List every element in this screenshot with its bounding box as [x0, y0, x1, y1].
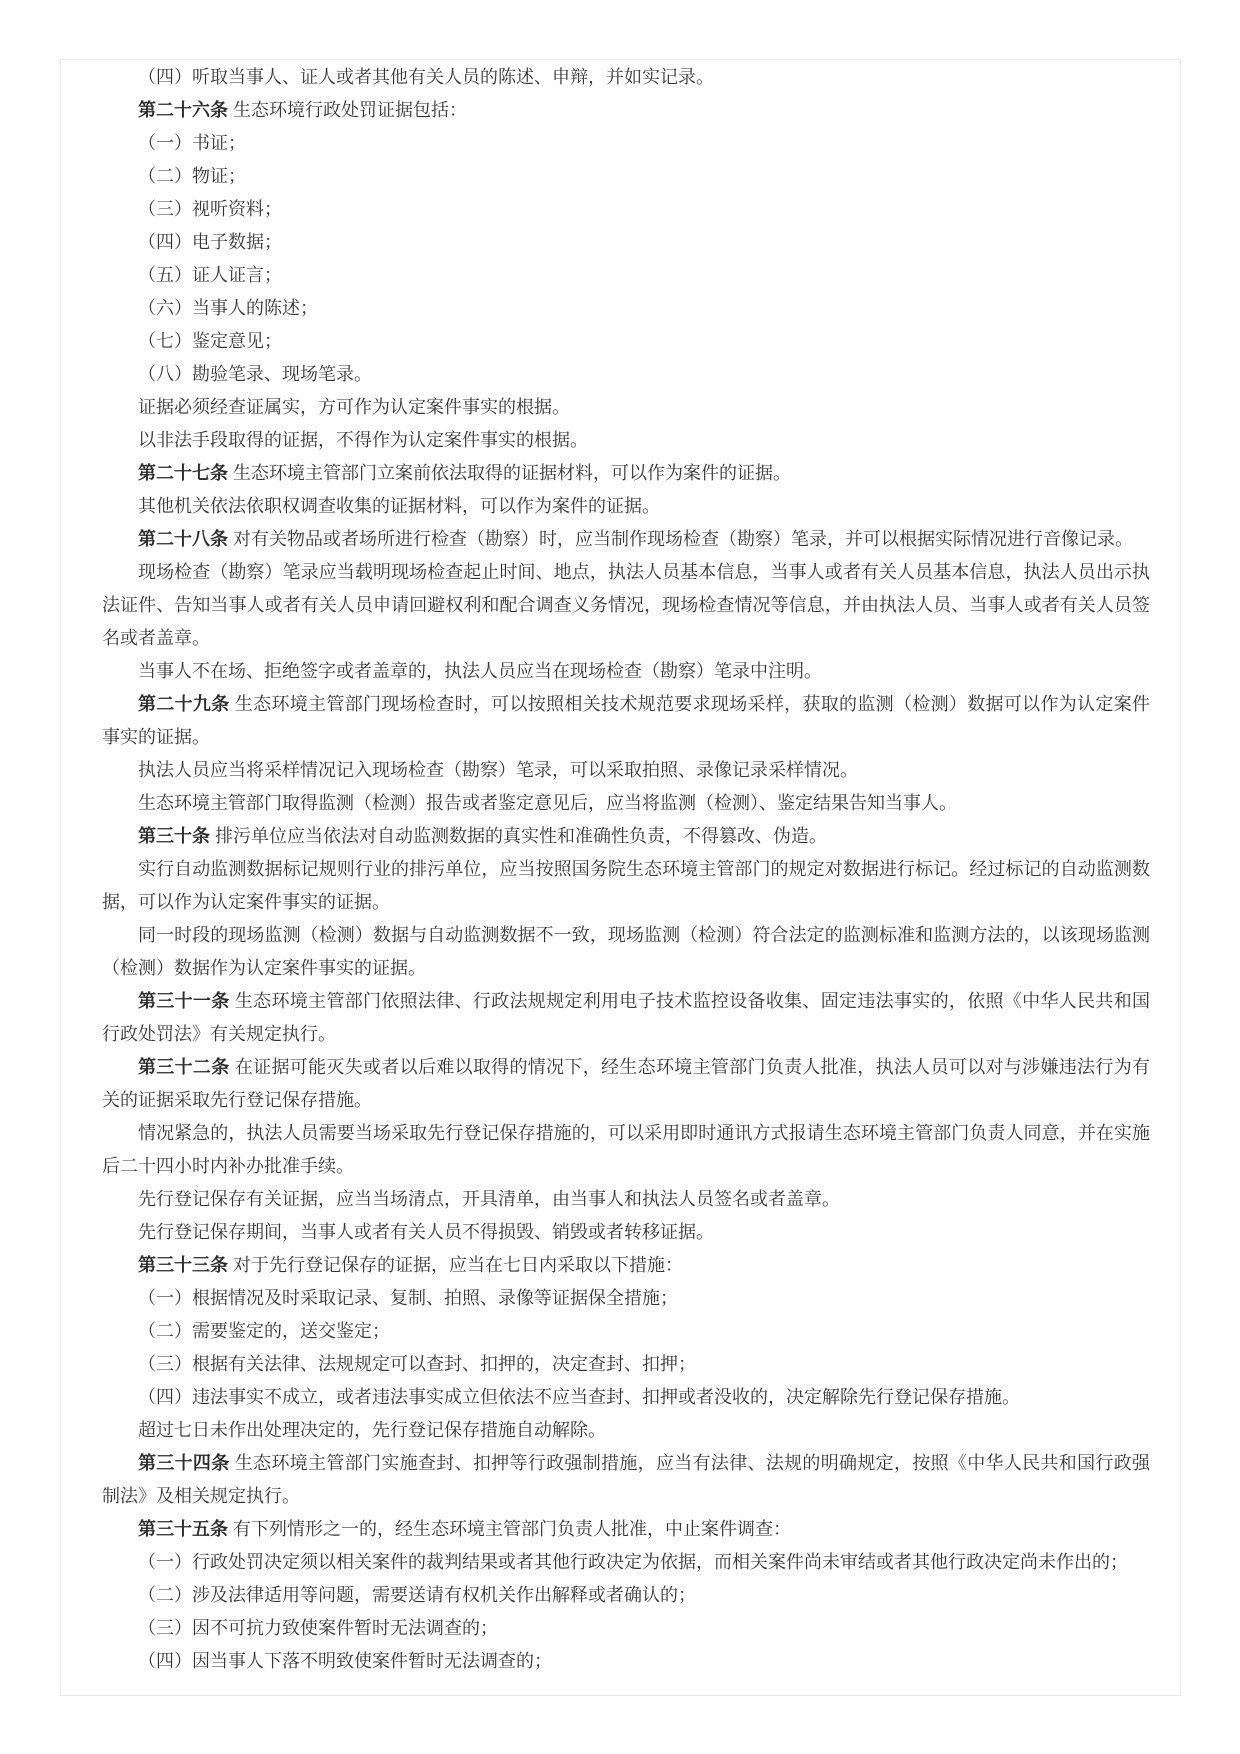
paragraph: （二）需要鉴定的，送交鉴定；	[138, 1321, 390, 1341]
article-paragraph: 第二十七条 生态环境主管部门立案前依法取得的证据材料，可以作为案件的证据。	[138, 463, 791, 483]
paragraph: （四）违法事实不成立，或者违法事实成立但依法不应当查封、扣押或者没收的，决定解除先行登记保存措施。	[138, 1387, 1020, 1407]
article-number: 第二十九条	[138, 694, 230, 714]
article-paragraph: 第三十五条 有下列情形之一的，经生态环境主管部门负责人批准，中止案件调查：	[138, 1519, 791, 1539]
paragraph: （一）行政处罚决定须以相关案件的裁判结果或者其他行政决定为依据，而相关案件尚未审结或者其他行政决定尚未作出的；	[138, 1552, 1128, 1572]
paragraph: 同一时段的现场监测（检测）数据与自动监测数据不一致，现场监测（检测）符合法定的监测标准和监测方法的，以该现场监测（检测）数据作为认定案件事实的证据。	[102, 925, 1150, 978]
paragraph: （四）因当事人下落不明致使案件暂时无法调查的；	[138, 1651, 552, 1671]
paragraph: （三）根据有关法律、法规规定可以查封、扣押的，决定查封、扣押；	[138, 1354, 696, 1374]
paragraph: 先行登记保存期间，当事人或者有关人员不得损毁、销毁或者转移证据。	[138, 1222, 714, 1242]
paragraph: （二）涉及法律适用等问题，需要送请有权机关作出解释或者确认的；	[138, 1585, 696, 1605]
paragraph: （一）根据情况及时采取记录、复制、拍照、录像等证据保全措施；	[138, 1288, 678, 1308]
paragraph: 执法人员应当将采样情况记入现场检查（勘察）笔录，可以采取拍照、录像记录采样情况。	[138, 760, 858, 780]
article-paragraph: 第三十条 排污单位应当依法对自动监测数据的真实性和准确性负责，不得篡改、伪造。	[138, 826, 827, 846]
article-number: 第二十七条	[138, 463, 228, 483]
article-paragraph: 第三十三条 对于先行登记保存的证据，应当在七日内采取以下措施：	[138, 1255, 683, 1275]
paragraph: （三）视听资料；	[138, 199, 282, 219]
article-paragraph: 第三十二条 在证据可能灭失或者以后难以取得的情况下，经生态环境主管部门负责人批准，执法人员可以对与涉嫌违法行为有关的证据采取先行登记保存措施。	[102, 1057, 1150, 1110]
paragraph: （四）电子数据；	[138, 232, 282, 252]
paragraph: 超过七日未作出处理决定的，先行登记保存措施自动解除。	[138, 1420, 606, 1440]
article-number: 第三十五条	[138, 1519, 228, 1539]
article-paragraph: 第三十四条 生态环境主管部门实施查封、扣押等行政强制措施，应当有法律、法规的明确规定，按照《中华人民共和国行政强制法》及相关规定执行。	[102, 1453, 1150, 1506]
paragraph: 现场检查（勘察）笔录应当载明现场检查起止时间、地点，执法人员基本信息，当事人或者有关人员基本信息，执法人员出示执法证件、告知当事人或者有关人员申请回避权利和配合调查义务情况，现场检查情况等信息，并由执法人员、当事人或者有关人员签名或者盖章。	[102, 562, 1150, 648]
paragraph: （三）因不可抗力致使案件暂时无法调查的；	[138, 1618, 498, 1638]
article-number: 第三十二条	[138, 1057, 230, 1077]
paragraph: 当事人不在场、拒绝签字或者盖章的，执法人员应当在现场检查（勘察）笔录中注明。	[138, 661, 822, 681]
paragraph: 先行登记保存有关证据，应当当场清点，开具清单，由当事人和执法人员签名或者盖章。	[138, 1189, 840, 1209]
paragraph: 证据必须经查证属实，方可作为认定案件事实的根据。	[138, 397, 570, 417]
article-number: 第三十四条	[138, 1453, 230, 1473]
article-paragraph: 第二十八条 对有关物品或者场所进行检查（勘察）时，应当制作现场检查（勘察）笔录，并可以根据实际情况进行音像记录。	[138, 529, 1133, 549]
paragraph: 生态环境主管部门取得监测（检测）报告或者鉴定意见后，应当将监测（检测）、鉴定结果告知当事人。	[138, 793, 957, 813]
paragraph: （八）勘验笔录、现场笔录。	[138, 364, 372, 384]
paragraph: （七）鉴定意见；	[138, 331, 282, 351]
article-number: 第二十八条	[138, 529, 228, 549]
article-paragraph: 第三十一条 生态环境主管部门依照法律、行政法规规定利用电子技术监控设备收集、固定违法事实的，依照《中华人民共和国行政处罚法》有关规定执行。	[102, 991, 1150, 1044]
article-paragraph: 第二十九条 生态环境主管部门现场检查时，可以按照相关技术规范要求现场采样，获取的监测（检测）数据可以作为认定案件事实的证据。	[102, 694, 1150, 747]
document-body	[102, 61, 1150, 1678]
paragraph: （二）物证；	[138, 166, 246, 186]
document-page	[60, 59, 1181, 1696]
paragraph: 其他机关依法依职权调查收集的证据材料，可以作为案件的证据。	[138, 496, 660, 516]
article-number: 第二十六条	[138, 100, 228, 120]
paragraph: 实行自动监测数据标记规则行业的排污单位，应当按照国务院生态环境主管部门的规定对数据进行标记。经过标记的自动监测数据，可以作为认定案件事实的证据。	[102, 859, 1150, 912]
article-number: 第三十一条	[138, 991, 230, 1011]
article-number: 第三十三条	[138, 1255, 228, 1275]
paragraph: 情况紧急的，执法人员需要当场采取先行登记保存措施的，可以采用即时通讯方式报请生态环境主管部门负责人同意，并在实施后二十四小时内补办批准手续。	[102, 1123, 1150, 1176]
article-paragraph: 第二十六条 生态环境行政处罚证据包括：	[138, 100, 467, 120]
paragraph: （六）当事人的陈述；	[138, 298, 318, 318]
paragraph: （一）书证；	[138, 133, 246, 153]
article-number: 第三十条	[138, 826, 210, 846]
paragraph: （四）听取当事人、证人或者其他有关人员的陈述、申辩，并如实记录。	[138, 67, 714, 87]
paragraph: （五）证人证言；	[138, 265, 282, 285]
paragraph: 以非法手段取得的证据，不得作为认定案件事实的根据。	[138, 430, 588, 450]
